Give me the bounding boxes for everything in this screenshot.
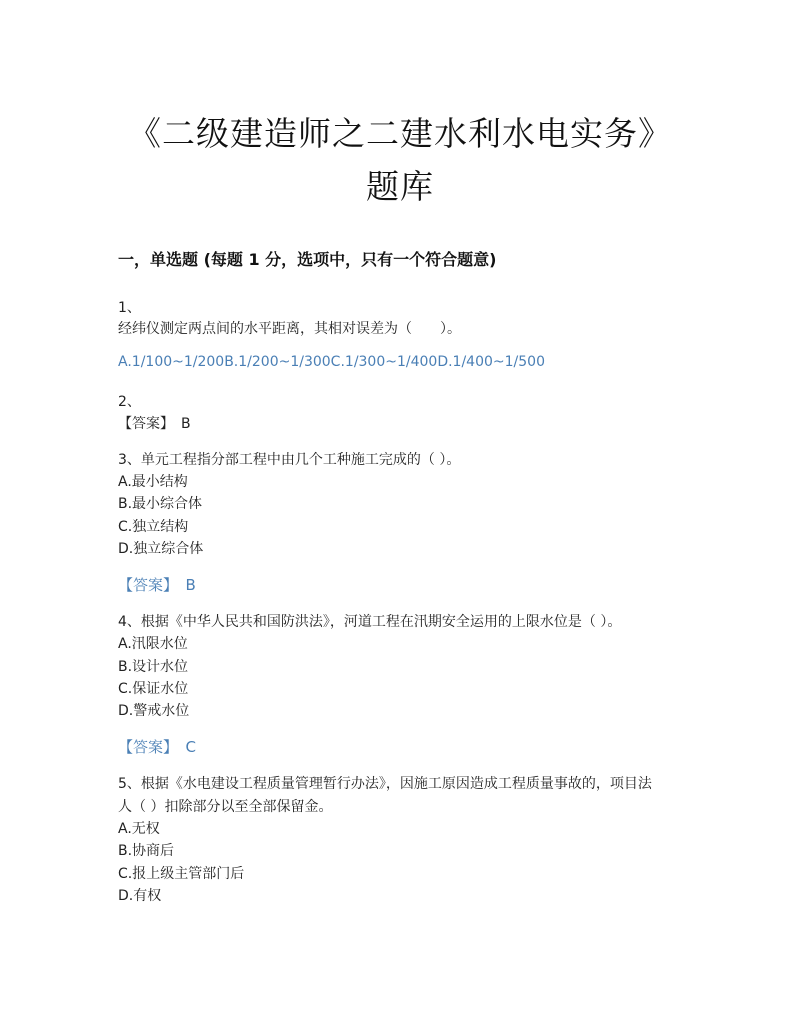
document-title-line2: 题库 bbox=[366, 167, 434, 206]
question-3-option-b: B.最小综合体 bbox=[118, 496, 203, 512]
question-5-option-b: B.协商后 bbox=[118, 843, 175, 859]
question-4-text: 4、根据《中华人民共和国防洪法》，河道工程在汛期安全运用的上限水位是（ ）。 bbox=[118, 614, 622, 630]
question-4-option-a: A.汛限水位 bbox=[118, 636, 188, 652]
question-3-option-a: A.最小结构 bbox=[118, 474, 188, 490]
question-1-number: 1、 bbox=[118, 300, 141, 316]
question-4-answer: 【答案】 C bbox=[118, 738, 196, 756]
question-4-option-c: C.保证水位 bbox=[118, 681, 189, 697]
question-5-text: 5、根据《水电建设工程质量管理暂行办法》，因施工原因造成工程质量事故的，项目法 bbox=[118, 776, 652, 792]
question-1-text: 经纬仪测定两点间的水平距离，其相对误差为（ ）。 bbox=[118, 321, 461, 337]
question-1-options: A.1/100~1/200B.1/200~1/300C.1/300~1/400D.1/400~1/500 bbox=[118, 354, 545, 370]
question-4-option-d: D.警戒水位 bbox=[118, 703, 190, 719]
question-2-number: 2、 bbox=[118, 394, 141, 410]
question-5-option-c: C.报上级主管部门后 bbox=[118, 866, 245, 882]
question-3-answer: 【答案】 B bbox=[118, 576, 196, 594]
question-5-option-d: D.有权 bbox=[118, 888, 162, 904]
section-heading: 一，单选题 (每题 1 分，选项中，只有一个符合题意) bbox=[118, 250, 497, 269]
question-5-option-a: A.无权 bbox=[118, 821, 160, 837]
question-3-option-c: C.独立结构 bbox=[118, 519, 189, 535]
question-4-option-b: B.设计水位 bbox=[118, 659, 189, 675]
question-2-answer: 【答案】 B bbox=[118, 416, 191, 432]
document-title: 《二级建造师之二建水利水电实务》 bbox=[128, 114, 672, 153]
question-3-text: 3、单元工程指分部工程中由几个工种施工完成的（ ）。 bbox=[118, 452, 461, 468]
question-5-text-cont: 人（ ）扣除部分以至全部保留金。 bbox=[118, 799, 333, 815]
question-3-option-d: D.独立综合体 bbox=[118, 541, 204, 557]
